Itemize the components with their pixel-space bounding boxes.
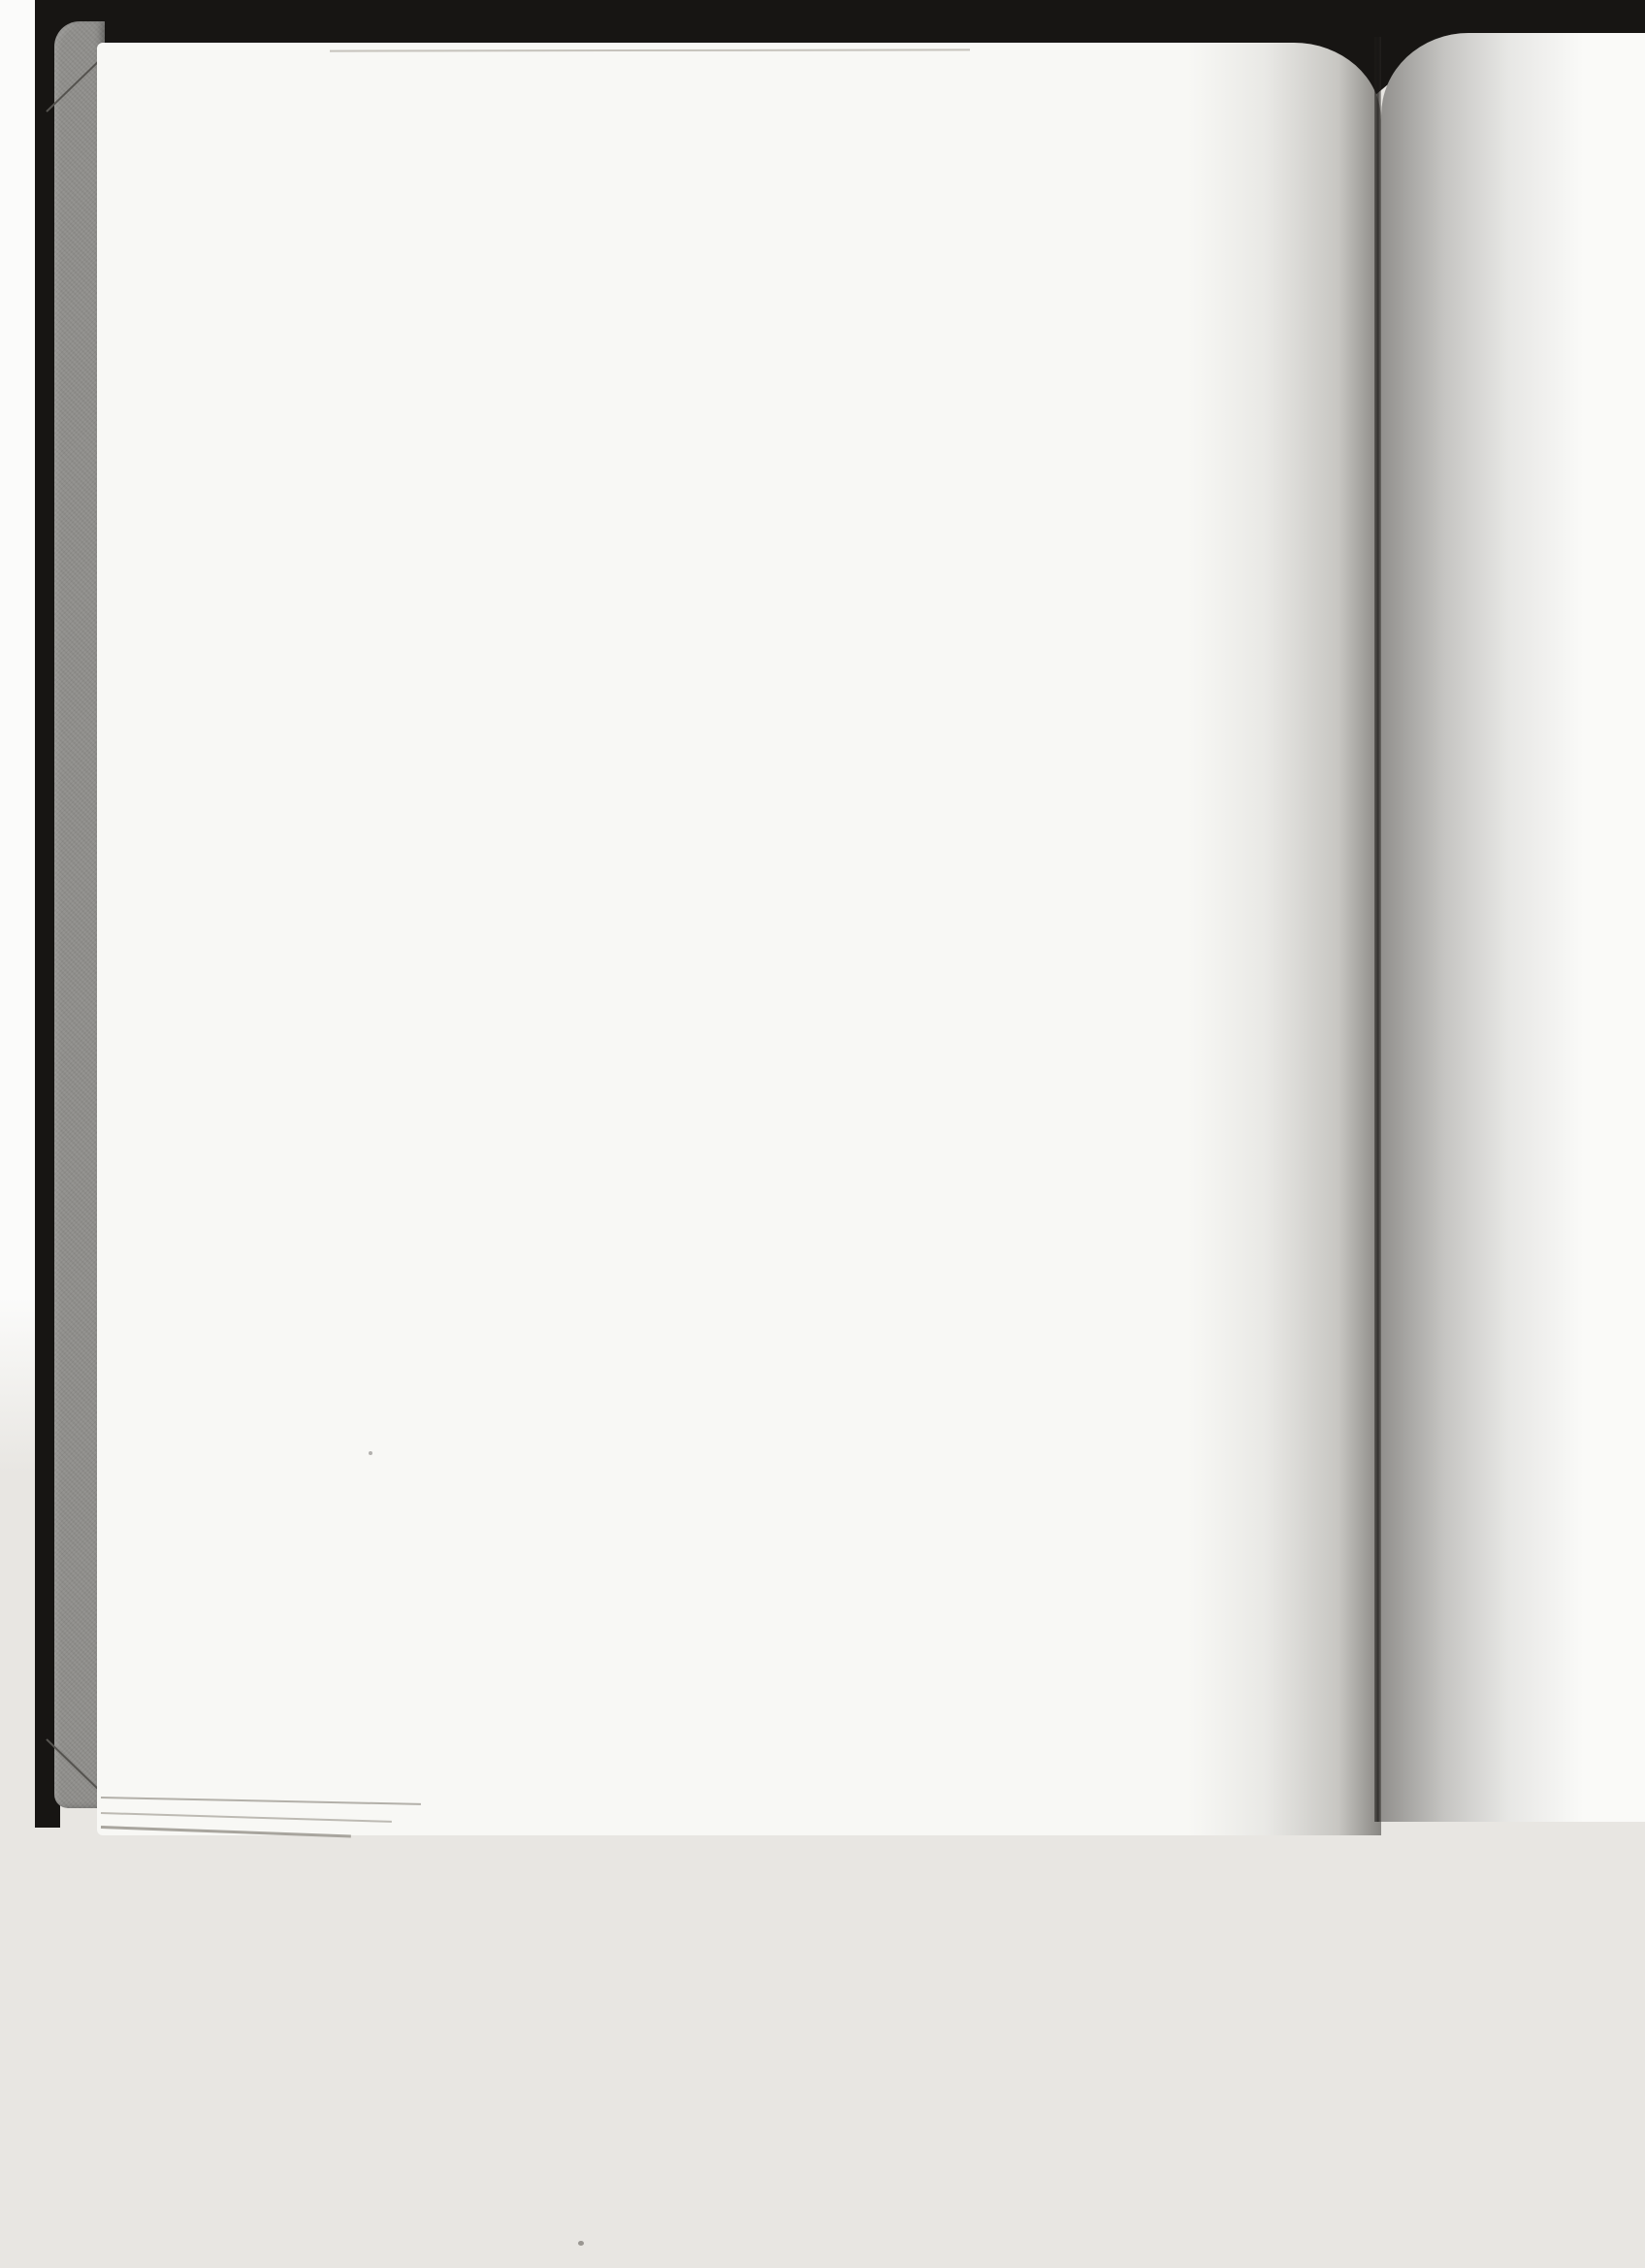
scanner-bed-strip <box>0 0 35 1474</box>
right-page <box>1381 33 1645 1822</box>
book-gutter-fold <box>1374 37 1381 1822</box>
gutter-shadow-right <box>1381 33 1595 1822</box>
scan-backdrop-black <box>35 0 1115 45</box>
scan-speck <box>369 1451 372 1455</box>
scan-speck <box>578 2241 584 2246</box>
left-page <box>97 43 1381 1835</box>
gutter-shadow-left <box>1187 43 1381 1835</box>
main-text-column <box>339 146 1290 200</box>
